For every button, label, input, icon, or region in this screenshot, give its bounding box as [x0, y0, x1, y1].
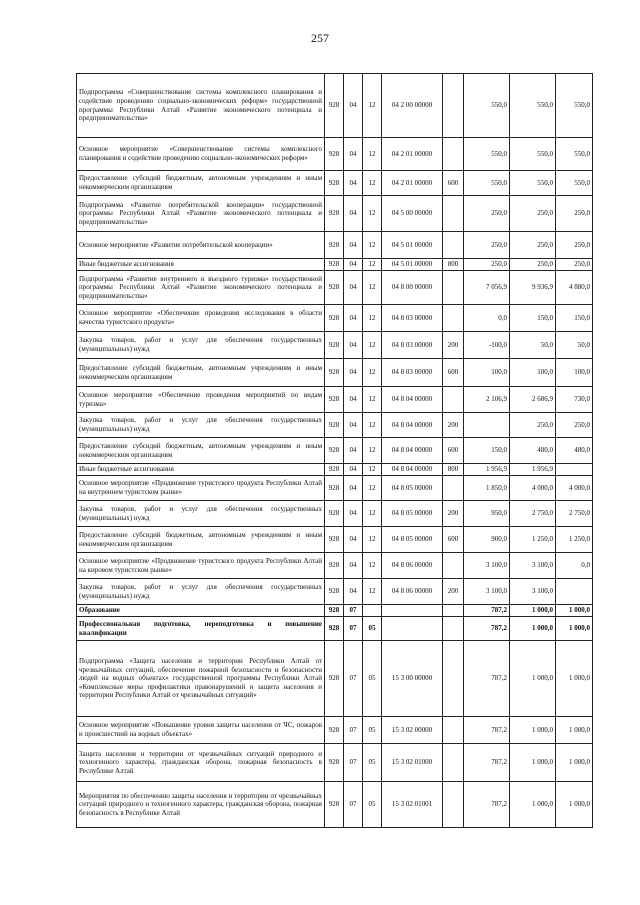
grbs-code: 928 — [325, 438, 344, 464]
target-article: 04 8 03 00000 — [382, 332, 443, 359]
amount-2: 150,0 — [510, 305, 556, 332]
amount-2: 3 100,0 — [510, 553, 556, 579]
target-article: 04 5 01 00000 — [382, 259, 443, 271]
subsection-code: 05 — [363, 617, 382, 641]
subsection-code: 12 — [363, 464, 382, 476]
amount-3: 250,0 — [556, 232, 593, 259]
expense-type — [443, 617, 464, 641]
amount-2: 250,0 — [510, 196, 556, 232]
amount-2: 2 750,0 — [510, 501, 556, 527]
row-name: Профессиональная подготовка, переподготовка и повышение квалификации — [77, 617, 325, 641]
table-row — [77, 501, 593, 527]
amount-3: 550,0 — [556, 138, 593, 171]
section-code: 07 — [344, 744, 363, 782]
amount-2: 1 000,0 — [510, 744, 556, 782]
subsection-code: 12 — [363, 74, 382, 138]
section-code: 04 — [344, 464, 363, 476]
expense-type — [443, 74, 464, 138]
table-row — [77, 196, 593, 232]
expense-type: 600 — [443, 438, 464, 464]
row-name: Основное мероприятие «Продвижение туристского продукта Республики Алтай на внутреннем туристском рынке» — [77, 476, 325, 501]
section-code: 04 — [344, 438, 363, 464]
grbs-code: 928 — [325, 476, 344, 501]
section-code: 07 — [344, 617, 363, 641]
table-row — [77, 74, 593, 138]
expense-type — [443, 196, 464, 232]
subsection-code: 12 — [363, 232, 382, 259]
amount-3: 4 880,0 — [556, 271, 593, 305]
section-code: 04 — [344, 501, 363, 527]
subsection-code: 12 — [363, 579, 382, 605]
row-name: Основное мероприятие «Развитие потребительской кооперации» — [77, 232, 325, 259]
amount-1: 787,2 — [464, 717, 510, 744]
amount-3: 150,0 — [556, 305, 593, 332]
expense-type: 800 — [443, 464, 464, 476]
target-article: 15 3 02 00000 — [382, 717, 443, 744]
amount-2: 550,0 — [510, 138, 556, 171]
target-article: 04 8 05 00000 — [382, 527, 443, 553]
row-name: Закупка товаров, работ и услуг для обеспечения государственных (муниципальных) нужд — [77, 332, 325, 359]
section-code: 07 — [344, 641, 363, 717]
section-code: 04 — [344, 527, 363, 553]
amount-3: 550,0 — [556, 74, 593, 138]
amount-3: 2 750,0 — [556, 501, 593, 527]
expense-type: 200 — [443, 501, 464, 527]
subsection-code: 12 — [363, 359, 382, 387]
amount-2: 4 000,0 — [510, 476, 556, 501]
amount-2: 9 936,9 — [510, 271, 556, 305]
row-name: Подпрограмма «Развитие внутреннего и въездного туризма» государственной программы Республики Алтай «Развитие экономического потенциала и предпринимательства» — [77, 271, 325, 305]
row-name: Защита населения и территории от чрезвычайных ситуаций природного и техногенного характера, гражданская оборона, пожарная безопасность в Республике Алтай — [77, 744, 325, 782]
section-code: 04 — [344, 579, 363, 605]
subsection-code: 12 — [363, 553, 382, 579]
grbs-code: 928 — [325, 259, 344, 271]
grbs-code: 928 — [325, 717, 344, 744]
expense-type — [443, 387, 464, 413]
section-code: 04 — [344, 232, 363, 259]
subsection-code: 12 — [363, 271, 382, 305]
subsection-code: 12 — [363, 527, 382, 553]
table-row — [77, 744, 593, 782]
expense-type — [443, 553, 464, 579]
amount-3: 250,0 — [556, 196, 593, 232]
row-name: Предоставление субсидий бюджетным, автономным учреждениям и иным некоммерческим организациям — [77, 527, 325, 553]
grbs-code: 928 — [325, 138, 344, 171]
amount-2: 250,0 — [510, 413, 556, 438]
amount-2: 1 000,0 — [510, 717, 556, 744]
target-article: 15 3 02 01000 — [382, 744, 443, 782]
section-code: 04 — [344, 138, 363, 171]
target-article — [382, 617, 443, 641]
target-article: 04 8 04 00000 — [382, 464, 443, 476]
amount-1: 3 100,0 — [464, 579, 510, 605]
section-code: 04 — [344, 332, 363, 359]
grbs-code: 928 — [325, 413, 344, 438]
row-name: Закупка товаров, работ и услуг для обеспечения государственных (муниципальных) нужд — [77, 413, 325, 438]
amount-1 — [464, 413, 510, 438]
section-code: 04 — [344, 476, 363, 501]
expense-type: 800 — [443, 259, 464, 271]
row-name: Предоставление субсидий бюджетным, автономным учреждениям и иным некоммерческим организациям — [77, 438, 325, 464]
amount-3: 50,0 — [556, 332, 593, 359]
target-article: 04 8 05 00000 — [382, 476, 443, 501]
grbs-code: 928 — [325, 617, 344, 641]
amount-1: 250,0 — [464, 232, 510, 259]
row-name: Предоставление субсидий бюджетным, автономным учреждениям и иным некоммерческим организациям — [77, 171, 325, 196]
amount-1: 2 106,9 — [464, 387, 510, 413]
target-article: 15 3 02 01001 — [382, 782, 443, 828]
subsection-code: 12 — [363, 413, 382, 438]
amount-3: 1 000,0 — [556, 617, 593, 641]
budget-table-body — [77, 74, 593, 828]
target-article: 04 8 03 00000 — [382, 305, 443, 332]
row-name: Основное мероприятие «Продвижение туристского продукта Республики Алтай на кировом туристском рынке» — [77, 553, 325, 579]
amount-1: 3 100,0 — [464, 553, 510, 579]
section-code: 07 — [344, 717, 363, 744]
amount-1: 1 956,9 — [464, 464, 510, 476]
amount-1: 250,0 — [464, 259, 510, 271]
row-name: Подпрограмма «Развитие потребительской кооперации» государственной программы Республики Алтай «Развитие экономического потенциала и предпринимательства» — [77, 196, 325, 232]
amount-3: 550,0 — [556, 171, 593, 196]
amount-2: 1 000,0 — [510, 782, 556, 828]
amount-2: 1 250,0 — [510, 527, 556, 553]
row-name: Подпрограмма «Совершенствование системы комплексного планирования и содействие проведению социально-экономических реформ» государственной программы Республики Алтай «Развитие экономического потенциала и предпринимательства» — [77, 74, 325, 138]
grbs-code: 928 — [325, 782, 344, 828]
budget-table — [76, 73, 593, 828]
amount-3 — [556, 464, 593, 476]
amount-2: 480,0 — [510, 438, 556, 464]
grbs-code: 928 — [325, 579, 344, 605]
row-name: Основное мероприятие «Повышение уровня защиты населения от ЧС, пожаров и происшествий на водных объектах» — [77, 717, 325, 744]
amount-2: 1 956,9 — [510, 464, 556, 476]
amount-1: 550,0 — [464, 171, 510, 196]
amount-2: 250,0 — [510, 232, 556, 259]
amount-2: 50,0 — [510, 332, 556, 359]
subsection-code: 12 — [363, 196, 382, 232]
amount-2: 2 686,9 — [510, 387, 556, 413]
table-row — [77, 617, 593, 641]
row-name: Мероприятия по обеспечению защиты населения и территории от чрезвычайных ситуаций природного и техногенного характера, гражданская оборона, пожарная безопасность в Республике Алтай — [77, 782, 325, 828]
table-row — [77, 464, 593, 476]
section-code: 04 — [344, 271, 363, 305]
expense-type — [443, 605, 464, 617]
subsection-code: 05 — [363, 744, 382, 782]
amount-3: 730,0 — [556, 387, 593, 413]
table-row — [77, 305, 593, 332]
amount-2: 3 100,0 — [510, 579, 556, 605]
amount-1: 250,0 — [464, 196, 510, 232]
table-row — [77, 476, 593, 501]
grbs-code: 928 — [325, 641, 344, 717]
amount-1: 787,2 — [464, 782, 510, 828]
expense-type: 600 — [443, 527, 464, 553]
amount-1: 1 850,0 — [464, 476, 510, 501]
amount-3: 250,0 — [556, 259, 593, 271]
row-name: Закупка товаров, работ и услуг для обеспечения государственных (муниципальных) нужд — [77, 501, 325, 527]
section-code: 04 — [344, 305, 363, 332]
table-row — [77, 138, 593, 171]
expense-type — [443, 232, 464, 259]
subsection-code: 05 — [363, 717, 382, 744]
grbs-code: 928 — [325, 74, 344, 138]
row-name: Подпрограмма «Защита населения и территории Республики Алтай от чрезвычайных ситуаций, обеспечение пожарной безопасности и безопасности людей на водных объектах» государственной программы Республики Алтай «Комплексные меры профилактики правонарушений и защита населения и территории Республики Алтай от чрезвычайных ситуаций» — [77, 641, 325, 717]
target-article: 04 8 04 00000 — [382, 387, 443, 413]
section-code: 04 — [344, 553, 363, 579]
table-row — [77, 527, 593, 553]
expense-type — [443, 744, 464, 782]
subsection-code: 12 — [363, 259, 382, 271]
expense-type — [443, 717, 464, 744]
row-name: Иные бюджетные ассигнования — [77, 259, 325, 271]
subsection-code: 12 — [363, 171, 382, 196]
section-code: 04 — [344, 171, 363, 196]
table-row — [77, 332, 593, 359]
amount-1: 950,0 — [464, 501, 510, 527]
section-code: 07 — [344, 605, 363, 617]
subsection-code: 12 — [363, 332, 382, 359]
amount-3: 100,0 — [556, 359, 593, 387]
grbs-code: 928 — [325, 232, 344, 259]
section-code: 04 — [344, 196, 363, 232]
expense-type: 200 — [443, 332, 464, 359]
section-code: 04 — [344, 74, 363, 138]
table-row — [77, 717, 593, 744]
page-number: 257 — [311, 31, 329, 45]
amount-1: 787,2 — [464, 744, 510, 782]
target-article: 04 2 00 00000 — [382, 74, 443, 138]
grbs-code: 928 — [325, 527, 344, 553]
subsection-code: 12 — [363, 138, 382, 171]
amount-3: 1 000,0 — [556, 717, 593, 744]
table-row — [77, 438, 593, 464]
grbs-code: 928 — [325, 171, 344, 196]
target-article: 04 8 06 00000 — [382, 553, 443, 579]
amount-1: 787,2 — [464, 617, 510, 641]
table-row — [77, 232, 593, 259]
subsection-code: 12 — [363, 387, 382, 413]
table-row — [77, 605, 593, 617]
amount-3: 1 250,0 — [556, 527, 593, 553]
amount-2: 550,0 — [510, 74, 556, 138]
subsection-code: 12 — [363, 476, 382, 501]
table-row — [77, 641, 593, 717]
subsection-code: 12 — [363, 501, 382, 527]
row-name: Предоставление субсидий бюджетным, автономным учреждениям и иным некоммерческим организациям — [77, 359, 325, 387]
amount-2: 1 000,0 — [510, 617, 556, 641]
expense-type: 600 — [443, 359, 464, 387]
target-article: 04 8 04 00000 — [382, 413, 443, 438]
section-code: 04 — [344, 413, 363, 438]
target-article — [382, 605, 443, 617]
target-article: 04 2 01 00000 — [382, 138, 443, 171]
amount-2: 1 000,0 — [510, 605, 556, 617]
table-row — [77, 413, 593, 438]
target-article: 04 8 03 00000 — [382, 359, 443, 387]
table-row — [77, 782, 593, 828]
amount-1: 100,0 — [464, 359, 510, 387]
amount-1: 550,0 — [464, 74, 510, 138]
amount-3: 1 000,0 — [556, 782, 593, 828]
amount-3: 0,0 — [556, 553, 593, 579]
table-row — [77, 553, 593, 579]
target-article: 04 8 05 00000 — [382, 501, 443, 527]
row-name: Образование — [77, 605, 325, 617]
amount-1: -100,0 — [464, 332, 510, 359]
expense-type — [443, 476, 464, 501]
grbs-code: 928 — [325, 744, 344, 782]
table-row — [77, 359, 593, 387]
grbs-code: 928 — [325, 196, 344, 232]
expense-type — [443, 782, 464, 828]
amount-3: 250,0 — [556, 413, 593, 438]
grbs-code: 928 — [325, 359, 344, 387]
expense-type — [443, 305, 464, 332]
subsection-code: 12 — [363, 305, 382, 332]
expense-type: 600 — [443, 171, 464, 196]
target-article: 04 5 00 00000 — [382, 196, 443, 232]
subsection-code — [363, 605, 382, 617]
grbs-code: 928 — [325, 305, 344, 332]
section-code: 07 — [344, 782, 363, 828]
amount-1: 787,2 — [464, 605, 510, 617]
table-row — [77, 387, 593, 413]
row-name: Основное мероприятие «Совершенствование системы комплексного планирования и содействие проведению социально-экономических реформ» — [77, 138, 325, 171]
expense-type: 200 — [443, 579, 464, 605]
target-article: 04 5 01 00000 — [382, 232, 443, 259]
row-name: Иные бюджетные ассигнования — [77, 464, 325, 476]
amount-2: 550,0 — [510, 171, 556, 196]
amount-3: 1 000,0 — [556, 605, 593, 617]
section-code: 04 — [344, 387, 363, 413]
subsection-code: 05 — [363, 782, 382, 828]
grbs-code: 928 — [325, 605, 344, 617]
grbs-code: 928 — [325, 271, 344, 305]
amount-2: 100,0 — [510, 359, 556, 387]
table-row — [77, 259, 593, 271]
expense-type — [443, 138, 464, 171]
grbs-code: 928 — [325, 501, 344, 527]
amount-3: 480,0 — [556, 438, 593, 464]
target-article: 04 8 04 00000 — [382, 438, 443, 464]
table-row — [77, 171, 593, 196]
subsection-code: 12 — [363, 438, 382, 464]
expense-type: 200 — [443, 413, 464, 438]
section-code: 04 — [344, 359, 363, 387]
amount-2: 1 000,0 — [510, 641, 556, 717]
subsection-code: 05 — [363, 641, 382, 717]
expense-type — [443, 271, 464, 305]
grbs-code: 928 — [325, 387, 344, 413]
target-article: 15 3 00 00000 — [382, 641, 443, 717]
amount-1: 900,0 — [464, 527, 510, 553]
section-code: 04 — [344, 259, 363, 271]
grbs-code: 928 — [325, 553, 344, 579]
grbs-code: 928 — [325, 464, 344, 476]
amount-3: 1 000,0 — [556, 641, 593, 717]
row-name: Закупка товаров, работ и услуг для обеспечения государственных (муниципальных) нужд — [77, 579, 325, 605]
target-article: 04 8 00 00000 — [382, 271, 443, 305]
expense-type — [443, 641, 464, 717]
row-name: Основное мероприятие «Обеспечение проведения исследования в области качества туристского продукта» — [77, 305, 325, 332]
amount-1: 150,0 — [464, 438, 510, 464]
target-article: 04 8 06 00000 — [382, 579, 443, 605]
amount-3: 1 000,0 — [556, 744, 593, 782]
amount-1: 0,0 — [464, 305, 510, 332]
table-row — [77, 271, 593, 305]
table-row — [77, 579, 593, 605]
amount-1: 550,0 — [464, 138, 510, 171]
row-name: Основное мероприятие «Обеспечение проведения мероприятий по видам туризма» — [77, 387, 325, 413]
amount-3 — [556, 579, 593, 605]
grbs-code: 928 — [325, 332, 344, 359]
amount-2: 250,0 — [510, 259, 556, 271]
amount-1: 787,2 — [464, 641, 510, 717]
amount-3: 4 000,0 — [556, 476, 593, 501]
target-article: 04 2 01 00000 — [382, 171, 443, 196]
amount-1: 7 056,9 — [464, 271, 510, 305]
